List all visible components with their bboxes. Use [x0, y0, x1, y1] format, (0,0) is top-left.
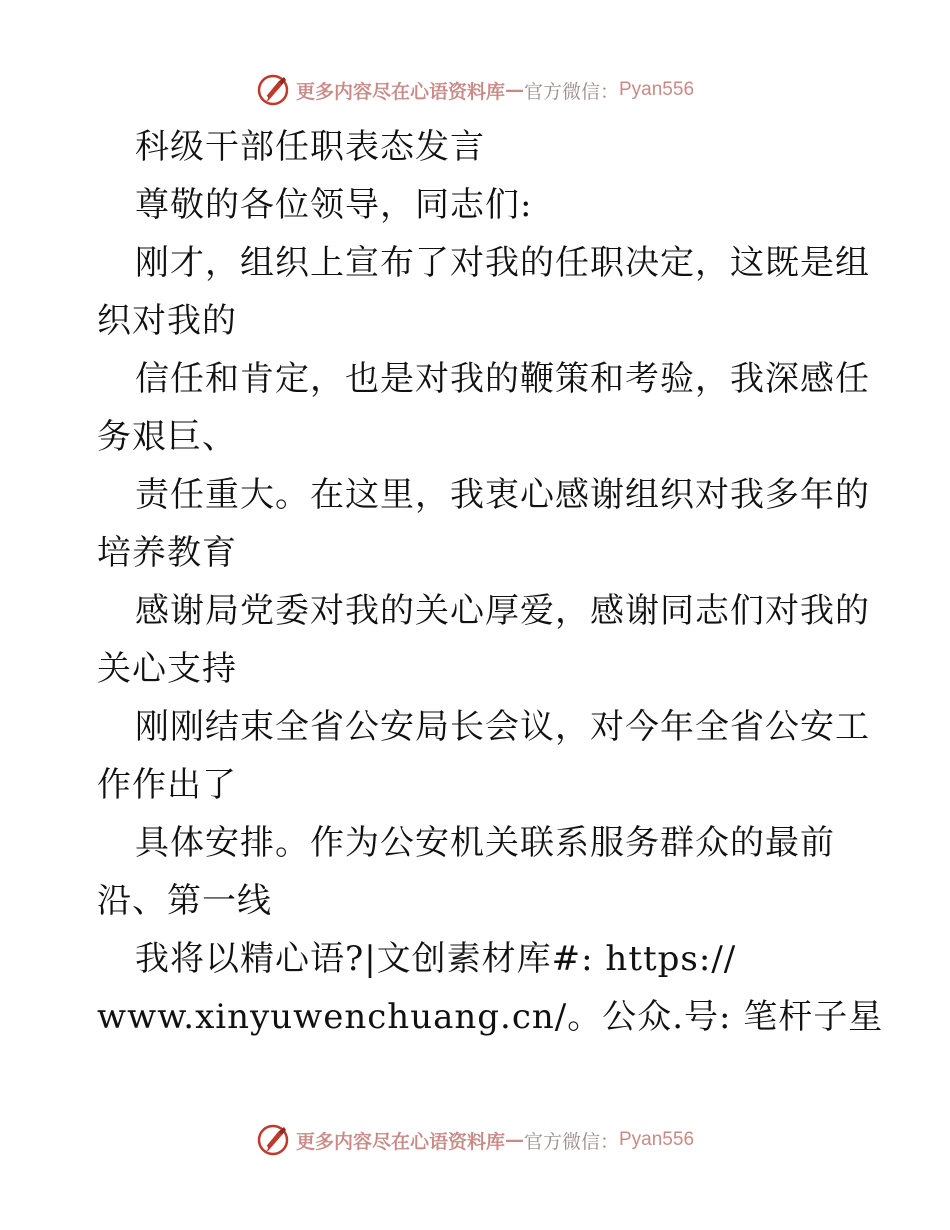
quill-pen-logo-icon: [256, 1123, 290, 1157]
paragraph-line: 刚才，组织上宣布了对我的任职决定，这既是组: [135, 243, 870, 283]
quill-pen-logo-icon: [256, 73, 290, 107]
watermark-site-text: 更多内容尽在心语资料库: [295, 1130, 505, 1153]
paragraph-line: 责任重大。在这里，我衷心感谢组织对我多年的: [135, 475, 870, 515]
watermark-wechat-id: Pyan556: [619, 1129, 695, 1150]
paragraph-line: 信任和肯定，也是对我的鞭策和考验，我深感任: [135, 359, 870, 399]
watermark-wechat-label: 官方微信：: [523, 80, 619, 103]
paragraph-line: www.xinyuwenchuang.cn/。公众.号: 笔杆子星: [97, 997, 884, 1037]
paragraph-line: 具体安排。作为公安机关联系服务群众的最前: [135, 823, 835, 863]
paragraph-line: 务艰巨、: [97, 417, 237, 457]
paragraph-line: 织对我的: [97, 301, 237, 341]
footer-watermark: [0, 1120, 950, 1160]
watermark-separator: —: [504, 1129, 524, 1151]
salutation-line: 尊敬的各位领导，同志们:: [135, 185, 533, 225]
header-watermark: [0, 70, 950, 110]
paragraph-line: 我将以精心语?|文创素材库#: https://: [135, 939, 737, 979]
watermark-separator: —: [504, 79, 524, 101]
paragraph-line: 培养教育: [97, 533, 237, 573]
paragraph-line: 感谢局党委对我的关心厚爱，感谢同志们对我的: [135, 591, 870, 631]
paragraph-line: 刚刚结束全省公安局长会议，对今年全省公安工: [135, 707, 870, 747]
watermark-site-text: 更多内容尽在心语资料库: [295, 80, 505, 103]
paragraph-line: 作作出了: [97, 765, 237, 805]
paragraph-line: 关心支持: [97, 649, 237, 689]
document-title: 科级干部任职表态发言: [135, 127, 485, 167]
watermark-wechat-id: Pyan556: [619, 79, 695, 100]
paragraph-line: 沿、第一线: [97, 881, 272, 921]
watermark-wechat-label: 官方微信：: [523, 1130, 619, 1153]
